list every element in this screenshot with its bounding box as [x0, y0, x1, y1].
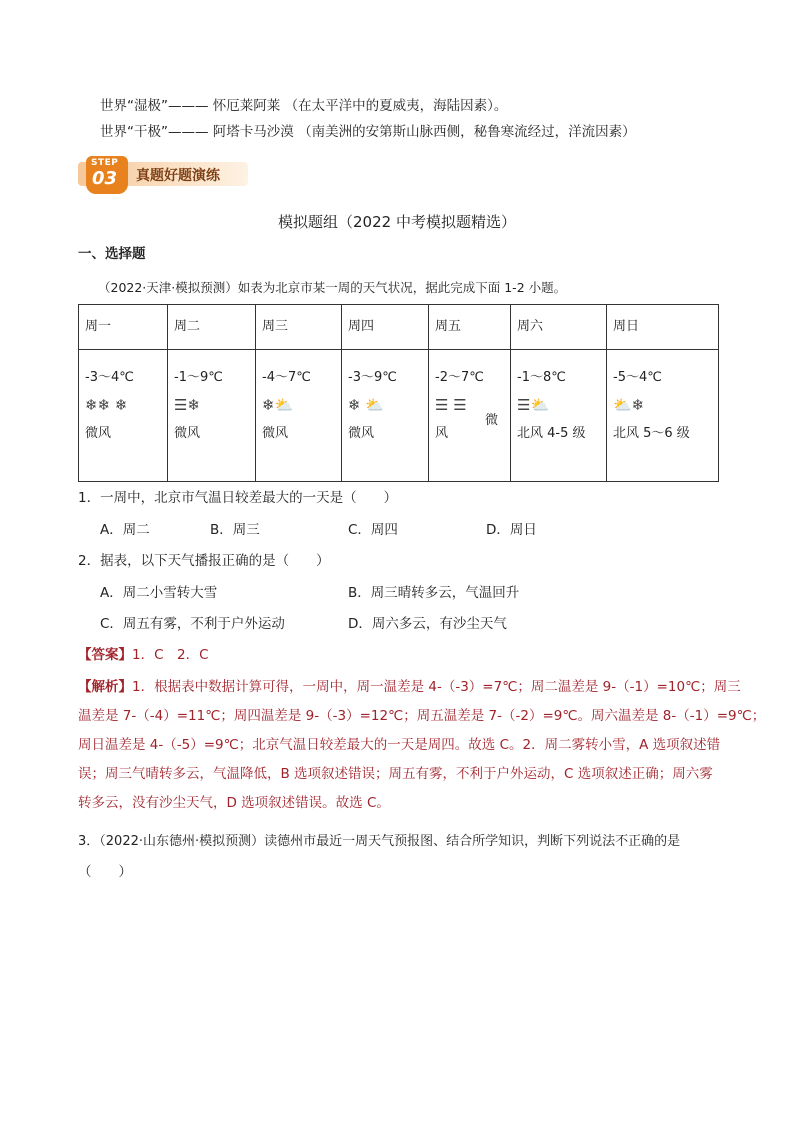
day-header: 周一 — [79, 305, 168, 350]
wind-text: 微风 — [174, 426, 201, 441]
section-title: 模拟题组（2022 中考模拟题精选） — [278, 213, 516, 231]
step-title: 真题好题演练 — [136, 168, 220, 184]
analysis-label: 【解析】 — [78, 679, 132, 695]
snow-cloudy-icon: ❄ ⛅ — [348, 396, 385, 414]
analysis-line-3: 周日温差是 4-（-5）=9℃；北京气温日较差最大的一天是周四。故选 C。2．周二雾转小雪，A 选项叙述错 — [78, 737, 721, 753]
wind-text-part: 微 — [485, 413, 499, 428]
answer-line — [78, 645, 209, 665]
question-3-paren: （ ） — [78, 864, 132, 880]
question-1-stem: 1．一周中，北京市气温日较差最大的一天是（ ） — [78, 490, 398, 506]
wind-text: 微风 — [262, 426, 289, 441]
day-header: 周六 — [511, 305, 607, 350]
analysis-line-4: 误；周三气晴转多云，气温降低，B 选项叙述错误；周五有雾，不利于户外运动，C 选项叙述正确；周六雾 — [78, 766, 713, 782]
cloudy-snow-icon: ⛅❄ — [613, 396, 645, 414]
weather-cell — [511, 350, 607, 482]
section-heading: 一、选择题 — [78, 246, 146, 262]
day-header: 周五 — [429, 305, 511, 350]
day-header: 周二 — [168, 305, 256, 350]
analysis-text: 1．根据表中数据计算可得，一周中，周一温差是 4-（-3）=7℃；周二温差是 9-（-1）=10℃；周三 — [132, 679, 741, 695]
wind-text: 微风 — [85, 426, 112, 441]
temperature-range: -1～8℃ — [517, 370, 566, 385]
question-1-option-c: C．周四 — [348, 522, 398, 538]
weather-cell — [256, 350, 342, 482]
wind-text: 北风 5～6 级 — [613, 426, 690, 441]
intro-line-2: 世界“干极”——— 阿塔卡马沙漠 （南美洲的安第斯山脉西侧，秘鲁寒流经过，洋流因素） — [100, 124, 636, 140]
weather-cell — [79, 350, 168, 482]
question-2-option-b: B．周三晴转多云，气温回升 — [348, 585, 520, 601]
day-header: 周日 — [607, 305, 719, 350]
weather-table — [78, 304, 719, 482]
fog-cloudy-icon: ☰⛅ — [517, 396, 550, 414]
weather-header-row — [79, 305, 719, 350]
temperature-range: -5～4℃ — [613, 370, 662, 385]
step-number: 03 — [92, 168, 118, 189]
question-2-option-c: C．周五有雾，不利于户外运动 — [100, 616, 285, 632]
wind-text: 北风 4-5 级 — [517, 426, 586, 441]
analysis-line-5: 转多云，没有沙尘天气，D 选项叙述错误。故选 C。 — [78, 795, 390, 811]
analysis-line-1 — [78, 677, 741, 697]
weather-cell — [342, 350, 429, 482]
fog-icon — [435, 394, 504, 428]
step-badge — [78, 156, 250, 196]
source-note: （2022·天津·模拟预测）如表为北京市某一周的天气状况，据此完成下面 1-2 小题。 — [98, 280, 567, 295]
snow-cloudy-icon: ❄⛅ — [262, 396, 294, 414]
question-1-option-a: A．周二 — [100, 522, 150, 538]
weather-cell — [607, 350, 719, 482]
day-header: 周四 — [342, 305, 429, 350]
analysis-line-2: 温差是 7-（-4）=11℃；周四温差是 9-（-3）=12℃；周五温差是 7-（-2）=9℃。周六温差是 8-（-1）=9℃； — [78, 708, 766, 724]
question-1-option-b: B．周三 — [210, 522, 260, 538]
question-3-stem: 3．（2022·山东德州·模拟预测）读德州市最近一周天气预报图、结合所学知识，判断下列说法不正确的是 — [78, 834, 681, 849]
fog-snow-icon: ☰❄ — [174, 396, 201, 414]
wind-text: 微风 — [348, 426, 375, 441]
intro-line-1: 世界“湿极”——— 怀厄莱阿莱 （在太平洋中的夏威夷，海陆因素）。 — [100, 98, 508, 114]
question-2-stem: 2．据表，以下天气播报正确的是（ ） — [78, 553, 330, 569]
weather-cell — [168, 350, 256, 482]
answer-label: 【答案】 — [78, 647, 132, 663]
temperature-range: -3～4℃ — [85, 370, 134, 385]
wind-text: 风 — [435, 426, 449, 441]
weather-cell — [429, 350, 511, 482]
question-2-option-d: D．周六多云，有沙尘天气 — [348, 616, 507, 632]
day-header: 周三 — [256, 305, 342, 350]
temperature-range: -2～7℃ — [435, 370, 484, 385]
fog-icon-glyphs: ☰ ☰ — [435, 396, 467, 414]
answer-text: 1．C 2．C — [132, 647, 209, 663]
question-1-option-d: D．周日 — [486, 522, 537, 538]
question-2-option-a: A．周二小雪转大雪 — [100, 585, 218, 601]
temperature-range: -4～7℃ — [262, 370, 311, 385]
temperature-range: -1～9℃ — [174, 370, 223, 385]
temperature-range: -3～9℃ — [348, 370, 397, 385]
snow-icon: ❄❄ ❄ — [85, 396, 128, 414]
weather-detail-row — [79, 350, 719, 482]
step-word: STEP — [91, 158, 119, 168]
